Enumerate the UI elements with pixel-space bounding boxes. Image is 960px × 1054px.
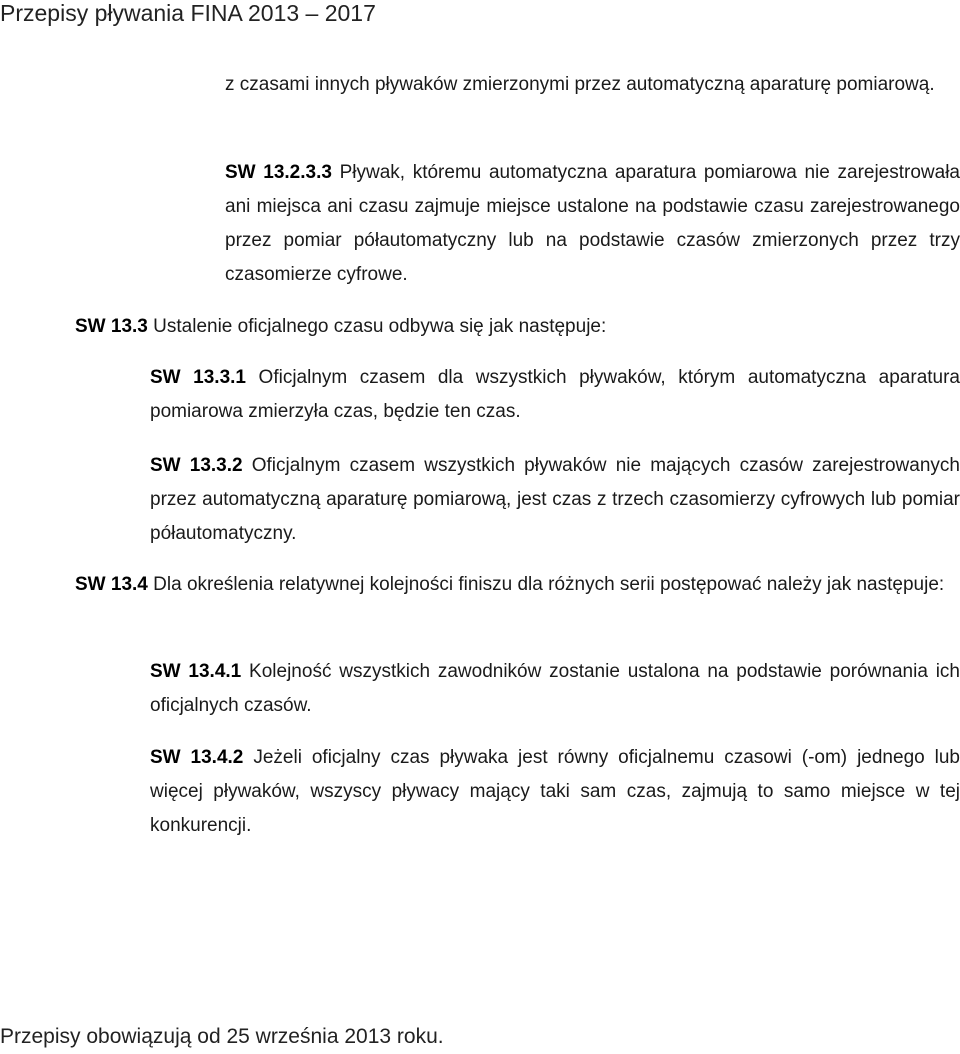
rule-id: SW 13.4.1 (150, 661, 242, 682)
rule-sw-13-3-2 (150, 449, 960, 551)
rule-sw-13-4-2 (150, 741, 960, 843)
rule-id: SW 13.2.3.3 (225, 162, 332, 183)
rule-sw-13-2-3-3 (225, 156, 960, 292)
rule-text: Pływak, któremu automatyczna aparatura pomiarowa nie zarejestrowała ani miejsca ani czasu zajmuje miejsce ustalone na podstawie czasu zarejestrowanego przez pomiar półautomatyczny lub na podstawie czasów zmierzonych przez trzy czasomierze cyfrowe. (225, 162, 960, 285)
rule-id: SW 13.4 (75, 574, 148, 595)
rule-sw-13-4-1 (150, 655, 960, 723)
paragraph-text: z czasami innych pływaków zmierzonymi przez automatyczną aparaturę pomiarową. (225, 74, 935, 95)
page-header: Przepisy pływania FINA 2013 – 2017 (0, 0, 376, 26)
rule-text: Oficjalnym czasem dla wszystkich pływaków, którym automatyczna aparatura pomiarowa zmierzyła czas, będzie ten czas. (150, 367, 960, 422)
rule-id: SW 13.4.2 (150, 747, 244, 768)
rule-id: SW 13.3.1 (150, 367, 246, 388)
page-footer: Przepisy obowiązują od 25 września 2013 roku. (0, 1025, 444, 1048)
rule-sw-13-3-1 (150, 361, 960, 429)
rule-text: Oficjalnym czasem wszystkich pływaków nie mających czasów zarejestrowanych przez automatyczną aparaturę pomiarową, jest czas z trzech czasomierzy cyfrowych lub pomiar półautomatyczny. (150, 455, 960, 544)
rule-text: Ustalenie oficjalnego czasu odbywa się jak następuje: (147, 316, 607, 337)
rule-text: Kolejność wszystkich zawodników zostanie ustalona na podstawie porównania ich oficjalnych czasów. (150, 661, 960, 716)
rule-sw-13-3 (75, 310, 960, 344)
paragraph-continuation (225, 68, 960, 102)
rule-id: SW 13.3 (75, 316, 148, 337)
rule-sw-13-4 (75, 568, 960, 602)
rule-text: Jeżeli oficjalny czas pływaka jest równy oficjalnemu czasowi (-om) jednego lub więcej pływaków, wszyscy pływacy mający taki sam czas, zajmują to samo miejsce w tej konkurencji. (150, 747, 960, 836)
rule-id: SW 13.3.2 (150, 455, 243, 476)
rule-text: Dla określenia relatywnej kolejności finiszu dla różnych serii postępować należy jak następuje: (147, 574, 945, 595)
